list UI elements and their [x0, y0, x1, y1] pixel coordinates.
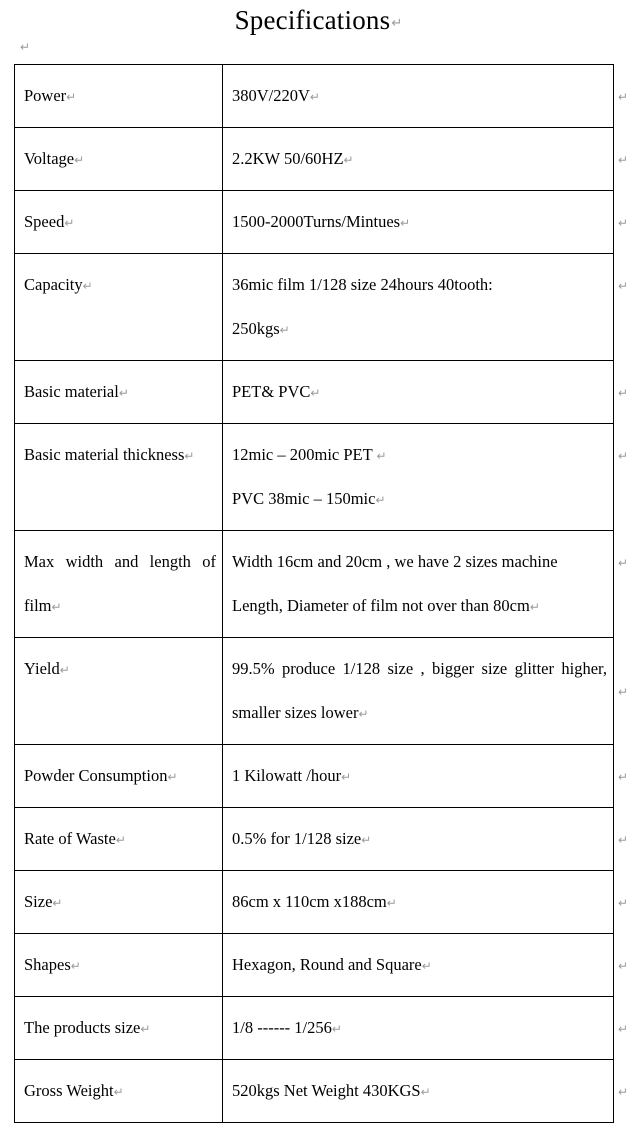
paragraph-mark-icon: ↵ — [20, 40, 31, 54]
row-value: PET& PVC — [232, 382, 311, 401]
row-value: 12mic – 200mic PET — [232, 445, 377, 464]
table-cell-value — [223, 531, 614, 638]
page-title-text: Specifications — [234, 5, 391, 35]
table-row — [15, 361, 614, 424]
row-value: Length, Diameter of film not over than 80cm — [232, 596, 530, 615]
row-label: Basic material — [24, 382, 119, 401]
table-cell-value — [223, 361, 614, 424]
paragraph-mark-icon: ↵ — [421, 959, 432, 973]
paragraph-mark-icon: ↵ — [618, 1022, 629, 1036]
row-label: Powder Consumption — [24, 766, 168, 785]
paragraph-mark-icon: ↵ — [618, 556, 629, 570]
paragraph-mark-icon: ↵ — [82, 279, 93, 293]
paragraph-mark-icon: ↵ — [66, 90, 77, 104]
paragraph-mark-icon: ↵ — [113, 1085, 124, 1099]
row-value: 380V/220V — [232, 86, 310, 105]
paragraph-mark-icon: ↵ — [140, 1022, 151, 1036]
row-value: 99.5% produce 1/128 size , bigger size glitter higher, smaller sizes lower — [232, 659, 607, 722]
paragraph-mark-icon: ↵ — [115, 833, 126, 847]
table-row — [15, 128, 614, 191]
paragraph-mark-icon: ↵ — [386, 896, 397, 910]
row-value: 0.5% for 1/128 size — [232, 829, 362, 848]
paragraph-mark-icon: ↵ — [279, 323, 290, 337]
table-cell-value — [223, 934, 614, 997]
paragraph-mark-icon: ↵ — [618, 685, 629, 699]
table-cell-value — [223, 128, 614, 191]
paragraph-mark-icon: ↵ — [310, 386, 321, 400]
table-row — [15, 191, 614, 254]
row-value: 1500-2000Turns/Mintues — [232, 212, 401, 231]
row-value: 1/8 ------ 1/256 — [232, 1018, 332, 1037]
table-cell-value — [223, 254, 614, 361]
paragraph-mark-icon: ↵ — [59, 663, 70, 677]
table-cell-value — [223, 808, 614, 871]
paragraph-mark-icon: ↵ — [618, 896, 629, 910]
row-label: Basic material thickness — [24, 445, 185, 464]
row-value: 2.2KW 50/60HZ — [232, 149, 344, 168]
table-cell-label — [15, 191, 223, 254]
row-label: Power — [24, 86, 67, 105]
table-cell-label — [15, 808, 223, 871]
row-label: Yield — [24, 659, 60, 678]
paragraph-mark-icon: ↵ — [51, 600, 62, 614]
row-label: Voltage — [24, 149, 75, 168]
paragraph-mark-icon: ↵ — [309, 90, 320, 104]
table-body — [15, 65, 614, 1123]
table-cell-value — [223, 65, 614, 128]
table-cell-value — [223, 745, 614, 808]
row-label: The products size — [24, 1018, 141, 1037]
row-value: 250kgs — [232, 319, 280, 338]
table-cell-value — [223, 1060, 614, 1123]
row-value: 86cm x 110cm x188cm — [232, 892, 387, 911]
paragraph-mark-icon: ↵ — [618, 386, 629, 400]
table-row — [15, 1060, 614, 1123]
paragraph-mark-icon: ↵ — [70, 959, 81, 973]
table-row — [15, 254, 614, 361]
paragraph-mark-icon: ↵ — [167, 770, 178, 784]
row-label: Rate of Waste — [24, 829, 116, 848]
table-cell-label — [15, 745, 223, 808]
table-cell-label — [15, 871, 223, 934]
table-cell-label — [15, 638, 223, 745]
table-row — [15, 808, 614, 871]
specifications-table — [14, 64, 614, 1123]
table-row — [15, 65, 614, 128]
paragraph-mark-icon: ↵ — [618, 449, 629, 463]
table-cell-value — [223, 638, 614, 745]
row-label: Speed — [24, 212, 65, 231]
paragraph-mark-icon: ↵ — [529, 600, 540, 614]
row-value: Width 16cm and 20cm , we have 2 sizes machine — [232, 552, 558, 571]
paragraph-mark-icon: ↵ — [618, 153, 629, 167]
specifications-table-container — [14, 64, 613, 1123]
table-row — [15, 871, 614, 934]
table-row — [15, 934, 614, 997]
table-cell-value — [223, 871, 614, 934]
row-value: Hexagon, Round and Square — [232, 955, 422, 974]
paragraph-mark-icon: ↵ — [358, 707, 369, 721]
row-label: Max width and length of film — [24, 552, 216, 615]
table-row — [15, 745, 614, 808]
paragraph-mark-icon: ↵ — [618, 833, 629, 847]
paragraph-mark-icon: ↵ — [361, 833, 372, 847]
paragraph-mark-icon: ↵ — [420, 1085, 431, 1099]
paragraph-mark-icon: ↵ — [74, 153, 85, 167]
table-cell-label — [15, 934, 223, 997]
table-row — [15, 638, 614, 745]
table-cell-label — [15, 65, 223, 128]
table-cell-label — [15, 531, 223, 638]
row-value: 1 Kilowatt /hour — [232, 766, 342, 785]
paragraph-mark-icon: ↵ — [376, 449, 387, 463]
row-label: Shapes — [24, 955, 71, 974]
table-cell-value — [223, 424, 614, 531]
table-cell-label — [15, 128, 223, 191]
paragraph-mark-icon: ↵ — [331, 1022, 342, 1036]
table-cell-value — [223, 191, 614, 254]
paragraph-mark-icon: ↵ — [118, 386, 129, 400]
paragraph-mark-icon: ↵ — [184, 449, 195, 463]
paragraph-mark-icon: ↵ — [375, 493, 386, 507]
table-cell-label — [15, 1060, 223, 1123]
page-title — [0, 2, 637, 38]
row-label: Capacity — [24, 275, 83, 294]
paragraph-mark-icon: ↵ — [618, 279, 629, 293]
paragraph-mark-icon: ↵ — [618, 959, 629, 973]
row-value: 36mic film 1/128 size 24hours 40tooth: — [232, 275, 493, 294]
paragraph-mark-icon: ↵ — [618, 216, 629, 230]
table-cell-label — [15, 997, 223, 1060]
paragraph-mark-icon: ↵ — [618, 770, 629, 784]
table-cell-value — [223, 997, 614, 1060]
paragraph-mark-icon: ↵ — [64, 216, 75, 230]
paragraph-mark-icon: ↵ — [400, 216, 411, 230]
row-value: PVC 38mic – 150mic — [232, 489, 376, 508]
row-value: 520kgs Net Weight 430KGS — [232, 1081, 421, 1100]
table-cell-label — [15, 424, 223, 531]
table-row — [15, 997, 614, 1060]
table-row — [15, 424, 614, 531]
paragraph-mark-icon: ↵ — [391, 15, 403, 30]
row-label: Gross Weight — [24, 1081, 114, 1100]
paragraph-mark-icon: ↵ — [52, 896, 63, 910]
paragraph-mark-icon: ↵ — [618, 90, 629, 104]
table-row — [15, 531, 614, 638]
row-label: Size — [24, 892, 53, 911]
table-cell-label — [15, 361, 223, 424]
table-cell-label — [15, 254, 223, 361]
paragraph-mark-icon: ↵ — [341, 770, 352, 784]
paragraph-mark-icon: ↵ — [618, 1085, 629, 1099]
paragraph-mark-icon: ↵ — [343, 153, 354, 167]
